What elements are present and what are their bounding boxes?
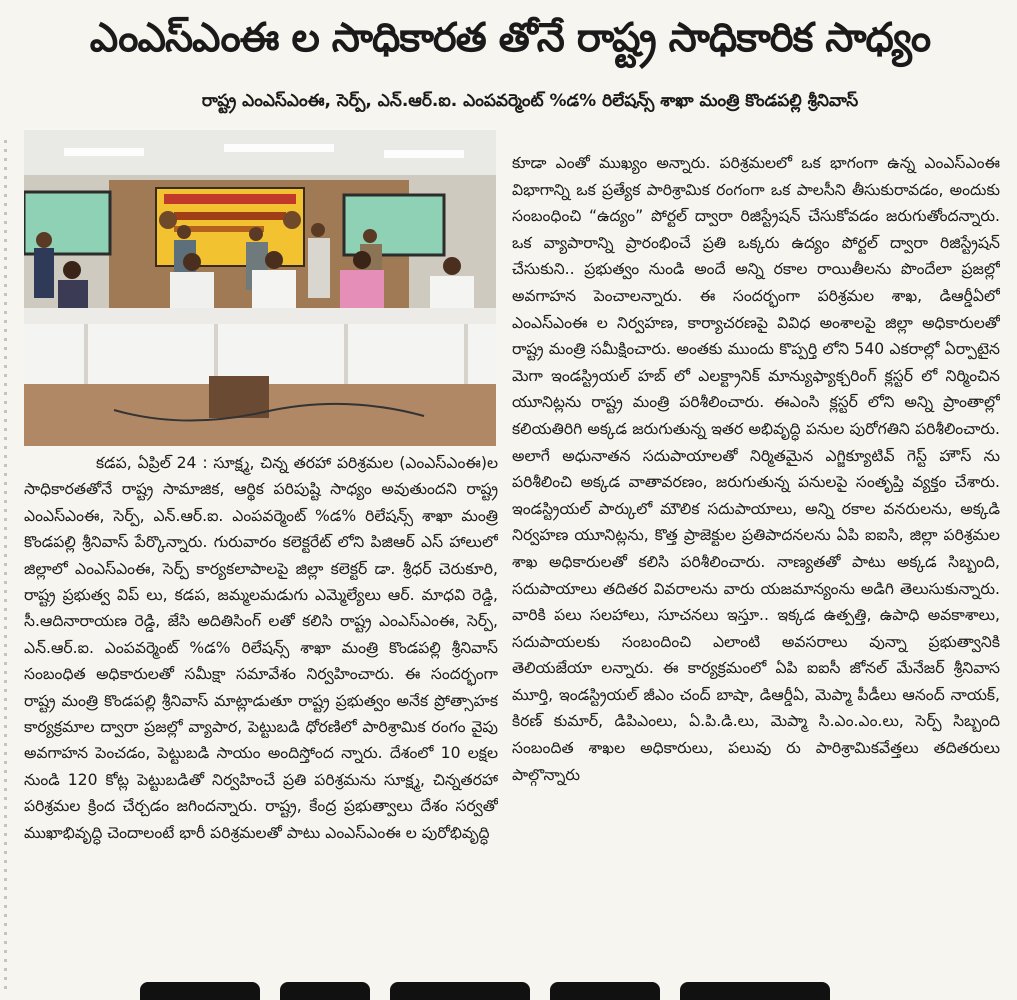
meeting-photo-icon — [24, 130, 496, 446]
meeting-photo — [24, 130, 496, 446]
article-column-left — [24, 450, 498, 970]
article-column-right — [512, 150, 1000, 970]
article-paragraph-right: కూడా ఎంతో ముఖ్యం అన్నారు. పరిశ్రమలలో ఒక భాగంగా ఉన్న ఎంఎస్ఎంఈ విభాగాన్ని ఒక ప్రత్యేక పారిశ్రామిక రంగంగా ఒక పాలసీని తీసుకురావడం, అందుకు సంబంధించి “ఉద్యం” పోర్టల్ ద్వారా రిజిస్ట్రేషన్ చేసుకోవడం జరుగుతోందన్నారు. ఒక వ్యాపారాన్ని ప్రారంభించే ప్రతి ఒక్కరు ఉద్యం పోర్టల్ ద్వారా రిజిస్ట్రేషన్ చేసుకుని.. ప్రభుత్వం నుండి అందే అన్ని రకాల రాయితీలను పొందేలా ప్రజల్లో అవగాహన పెంచాలన్నారు. ఈ సందర్భంగా పరిశ్రమల శాఖ, డిఆర్డీఏలో ఎంఎస్ఎంఈ ల నిర్వహణ, కార్యాచరణపై వివిధ అంశాలపై జిల్లా అధికారులతో రాష్ట్ర మంత్రి సమీక్షించారు. అంతకు ముందు కొప్పర్తి లోని 540 ఎకరాల్లో ఏర్పాటైన మెగా ఇండస్ట్రియల్ హబ్ లో ఎలక్ట్రానిక్ మాన్యుఫ్యాక్చరింగ్ క్లస్టర్ లో నిర్మించిన యూనిట్లను రాష్ట్ర మంత్రి పరిశీలించారు. ఈఎంసి క్లస్టర్ లోని అన్ని ప్రాంతాల్లో కలియతిరిగి అక్కడ జరుగుతున్న ఇతర అభివృద్ధి పనుల పురోగతిని పరిశీలించారు. అలాగే అధునాతన సదుపాయాలతో నిర్మితమైన ఎగ్జిక్యూటివ్ గెస్ట్ హౌస్ ను పరిశీలించి అక్కడ వాతావరణం, జరుగుతున్న పనులపై సంతృప్తి వ్యక్తం చేశారు. ఇండస్ట్రియల్ పార్కులో మౌలిక సదుపాయాలు, అన్ని రకాల వనరులను, అక్కడి నిర్వహణ యూనిట్లను, కొత్త ప్రాజెక్టుల ప్రతిపాదనలను ఏపి ఐఐసి, జిల్లా పరిశ్రమల శాఖ అధికారులతో కలిసి పరిశీలించారు. నాణ్యతతో పాటు అక్కడ సిబ్బంది, సదుపాయాలు తదితర వివరాలను వారు యజమాన్యంను అడిగి తెలుసుకున్నారు. వారికి పలు సలహాలు, సూచనలు ఇస్తూ.. ఇక్కడ ఉత్పత్తి, ఉపాధి అవకాశాలు, సదుపాయలకు సంబందించి ఎలాంటి అవసరాలు వున్నా ప్రభుత్వానికి తెలియజేయా లన్నారు. ఈ కార్యక్రమంలో ఏపి ఐఐసీ జోనల్ మేనేజర్ శ్రీనివాస మూర్తి, ఇండస్ట్రియల్ జీఎం చంద్ బాషా, డిఆర్డీఏ, మెప్మా పీడీలు ఆనంద్ నాయక్, కిరణ్ కుమార్, డిపిఎంలు, ఏ.పి.డి.లు, మెప్మా సి.ఎం.ఎం.లు, సెర్ప్ సిబ్బంది సంబందిత శాఖల అధికారులు, పలువు రు పారిశ్రామికవేత్తలు తదితరులు పాల్గొన్నారు — [512, 154, 1000, 784]
next-headline-fragment — [120, 978, 920, 1000]
subheadline: రాష్ట్ర ఎంఎస్ఎంఈ, సెర్ప్, ఎన్.ఆర్.ఐ. ఎంపవర్మెంట్ %డ% రిలేషన్స్ శాఖా మంత్రి కొండపల్లి శ్రీనివాస్ — [201, 91, 859, 111]
article-paragraph-left: కడప, ఏప్రిల్ 24 : సూక్ష్మ, చిన్న తరహా పరిశ్రమల (ఎంఎస్ఎంఈ)ల సాధికారతతోనే రాష్ట్ర సామాజిక, ఆర్థిక పరిపుష్టి సాధ్యం అవుతుందని రాష్ట్ర ఎంఎస్ఎంఈ, సెర్ప్, ఎన్.ఆర్.ఐ. ఎంపవర్మెంట్ %డ% రిలేషన్స్ శాఖా మంత్రి కొండపల్లి శ్రీనివాస్ పేర్కొన్నారు. గురువారం కలెక్టరేట్ లోని పిజిఆర్ ఎస్ హాలులో జిల్లాలో ఎంఎస్ఎంఈ, సెర్ప్ కార్యకలాపాలపై జిల్లా కలెక్టర్ డా. శ్రీధర్ చెరుకూరి, రాష్ట్ర ప్రభుత్వ విప్ లు, కడప, జమ్మలమడుగు ఎమ్మెల్యేలు ఆర్. మాధవి రెడ్డి, సీ.ఆదినారాయణ రెడ్డి, జేసి అదితిసింగ్ లతో కలిసి రాష్ట్ర ఎంఎస్ఎంఈ, సెర్ప్, ఎన్.ఆర్.ఐ. ఎంపవర్మెంట్ %డ% రిలేషన్స్ శాఖా మంత్రి కొండపల్లి శ్రీనివాస్ సంబంధిత అధికారులతో సమీక్షా సమావేశం నిర్వహించారు. ఈ సందర్భంగా రాష్ట్ర మంత్రి కొండపల్లి శ్రీనివాస్ మాట్లాడుతూ రాష్ట్ర ప్రభుత్వం అనేక ప్రోత్సాహక కార్యక్రమాల ద్వారా ప్రజల్లో వ్యాపార, పెట్టుబడి ధోరణిలో పారిశ్రామిక రంగం వైపు అవగాహన పెంచడం, పెట్టుబడి సాయం అందిస్తోంద న్నారు. దేశంలో 10 లక్షల నుండి 120 కోట్ల పెట్టుబడితో నిర్వహించే ప్రతి పరిశ్రమను సూక్ష్మ, చిన్నతరహా పరిశ్రమల క్రింద చేర్చడం జగిందన్నారు. రాష్ట్ర, కేంద్ర ప్రభుత్వాలు దేశం సర్వతో ముఖాభివృద్ధి చెందాలంటే భారీ పరిశ్రమలతో పాటు ఎంఎస్ఎంఈ ల పురోభివృద్ధి — [24, 454, 498, 842]
column-margin-rule — [4, 140, 7, 990]
headline: ఎంఎస్ఎంఈ ల సాధికారత తోనే రాష్ట్ర సాధికారిక సాధ్యం — [89, 15, 931, 61]
